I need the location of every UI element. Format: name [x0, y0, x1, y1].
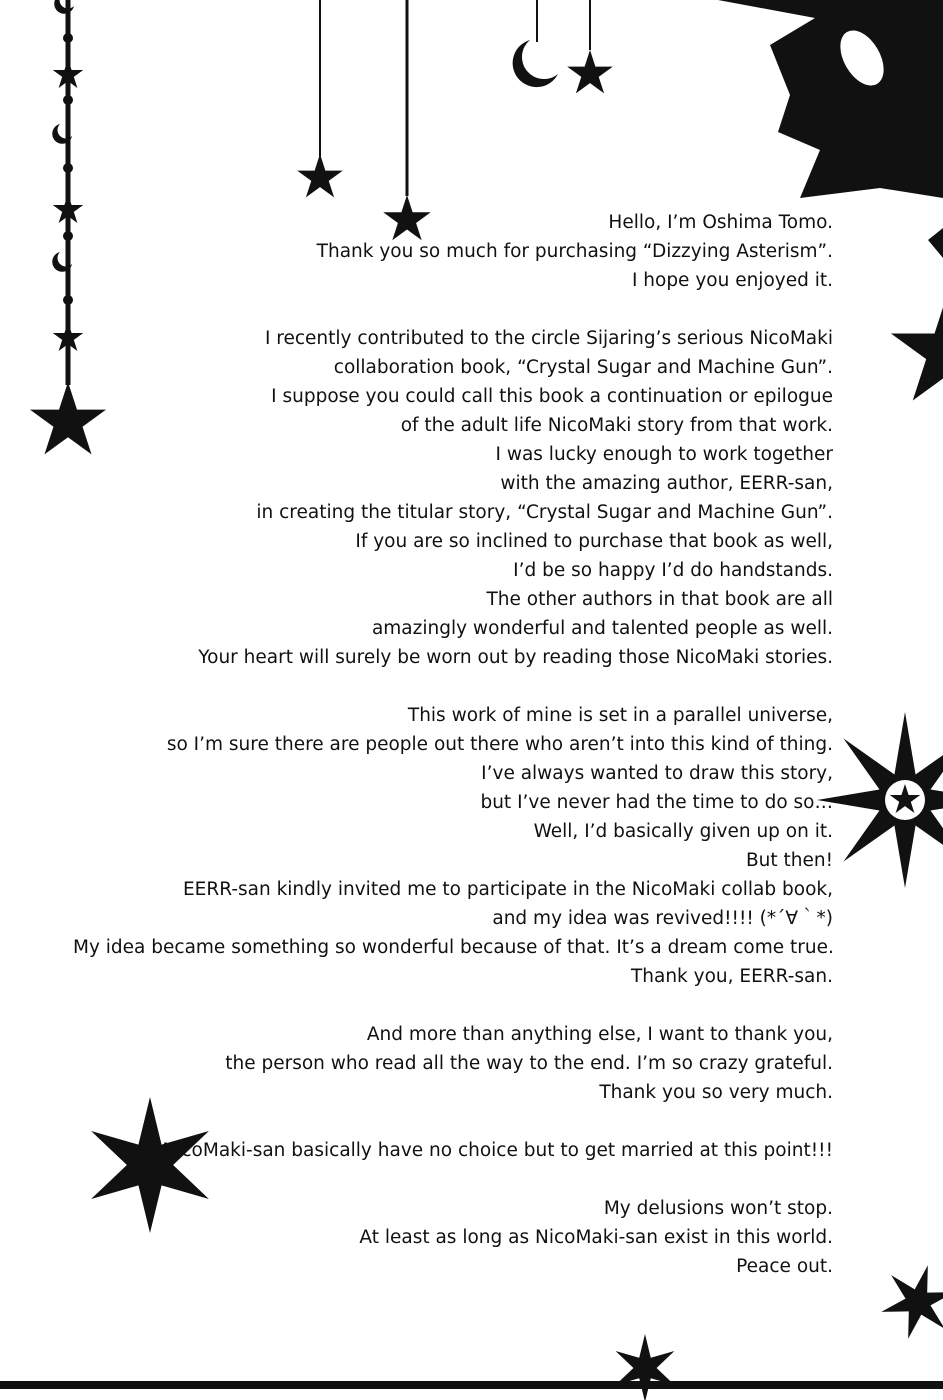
text-line: But then!: [745, 850, 833, 871]
hanging-stars-top: [297, 0, 613, 240]
paragraph-thanks-reader: [73, 1020, 833, 1107]
text-line: EERR-san kindly invited me to participate in the NicoMaki collab book,: [182, 879, 833, 900]
flower-bottom-right: [876, 1257, 943, 1347]
text-line: amazingly wonderful and talented people as well.: [371, 618, 833, 639]
text-line: collaboration book, “Crystal Sugar and Machine Gun”.: [333, 357, 833, 378]
text-line: and my idea was revived!!!! (*´∀｀*): [492, 908, 833, 929]
star-right-edge: [891, 292, 943, 401]
text-line: Hello, I’m Oshima Tomo.: [608, 212, 833, 233]
text-line: of the adult life NicoMaki story from that work.: [400, 415, 833, 436]
paragraph-collab-book: [73, 324, 833, 672]
text-line: I recently contributed to the circle Sijaring’s serious NicoMaki: [264, 328, 833, 349]
text-line: I suppose you could call this book a continuation or epilogue: [271, 386, 833, 407]
text-line: I hope you enjoyed it.: [631, 270, 833, 291]
text-line: My idea became something so wonderful because of that. It’s a dream come true.: [73, 937, 834, 958]
text-line: Well, I’d basically given up on it.: [533, 821, 833, 842]
text-line: If you are so inclined to purchase that book as well,: [355, 531, 833, 552]
bottom-rule: [0, 1381, 943, 1389]
text-line: Thank you so very much.: [599, 1082, 833, 1103]
text-line: NicoMaki-san basically have no choice but to get married at this point!!!: [162, 1140, 833, 1161]
text-line: I’ve always wanted to draw this story,: [481, 763, 833, 784]
text-line: My delusions won’t stop.: [603, 1198, 833, 1219]
text-line: The other authors in that book are all: [486, 589, 833, 610]
text-line: but I’ve never had the time to do so…: [480, 792, 833, 813]
text-line: Thank you, EERR-san.: [630, 966, 833, 987]
sparkle-right: [817, 712, 943, 888]
afterword-text: [73, 208, 833, 1281]
text-line: I’d be so happy I’d do handstands.: [513, 560, 833, 581]
text-line: the person who read all the way to the end. I’m so crazy grateful.: [225, 1053, 833, 1074]
paragraph-married: [73, 1136, 833, 1165]
text-line: so I’m sure there are people out there who aren’t into this kind of thing.: [166, 734, 833, 755]
text-line: in creating the titular story, “Crystal Sugar and Machine Gun”.: [256, 502, 833, 523]
paragraph-closing: [73, 1194, 833, 1281]
text-line: This work of mine is set in a parallel universe,: [407, 705, 833, 726]
paragraph-parallel-universe: [73, 701, 833, 991]
text-line: Thank you so much for purchasing “Dizzying Asterism”.: [316, 241, 833, 262]
text-line: And more than anything else, I want to thank you,: [366, 1024, 833, 1045]
flower-bottom-center: [616, 1334, 675, 1400]
text-line: with the amazing author, EERR-san,: [500, 473, 833, 494]
text-line: Peace out.: [736, 1256, 833, 1277]
text-line: At least as long as NicoMaki-san exist in this world.: [359, 1227, 833, 1248]
paragraph-greeting: [73, 208, 833, 295]
text-line: Your heart will surely be worn out by reading those NicoMaki stories.: [198, 647, 833, 668]
text-line: I was lucky enough to work together: [495, 444, 833, 465]
